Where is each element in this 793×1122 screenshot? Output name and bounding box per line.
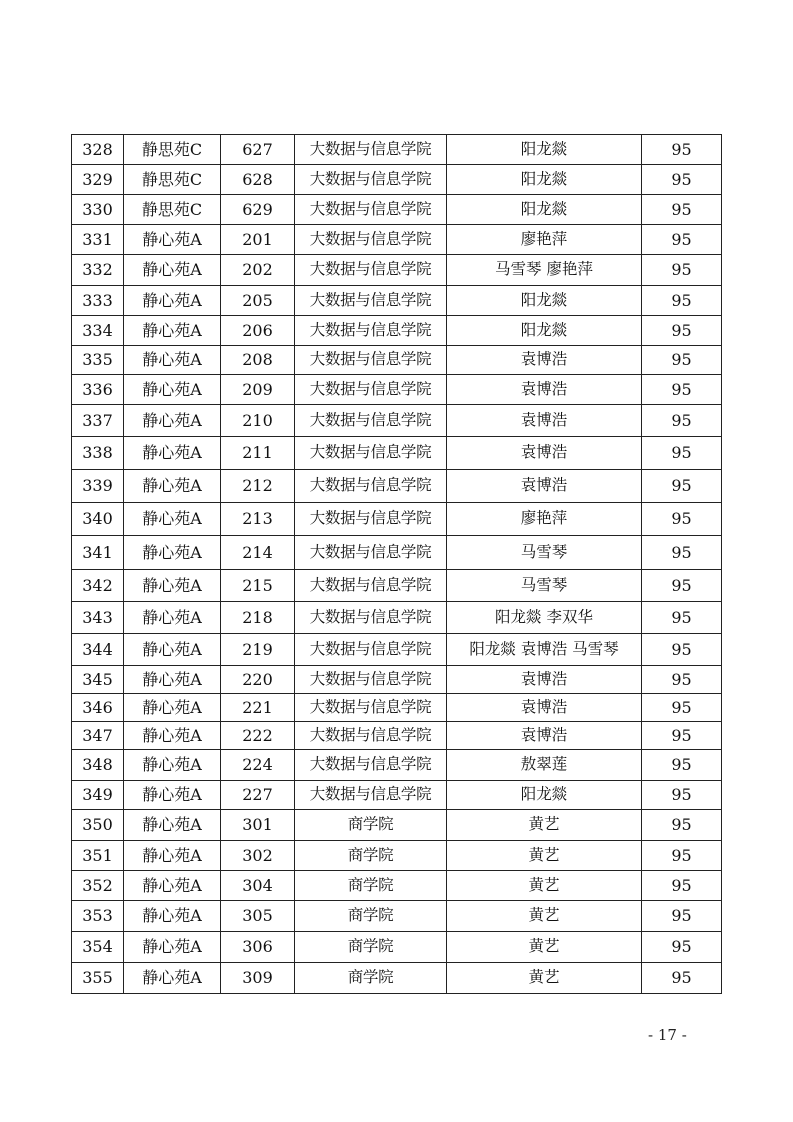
table-row [72,135,722,165]
room-number-cell: 221 [221,694,295,722]
inspector-names-cell: 阳龙燚 [447,316,642,346]
room-number-cell: 211 [221,437,295,470]
inspector-names-cell: 袁博浩 [447,470,642,503]
row-number-cell: 353 [72,901,124,932]
building-cell: 静心苑A [124,470,221,503]
room-number-cell: 201 [221,225,295,255]
table-row [72,694,722,722]
inspector-names-cell: 阳龙燚 [447,286,642,316]
inspector-names-cell: 马雪琴 [447,536,642,570]
score-cell: 95 [642,871,722,901]
room-number-cell: 219 [221,634,295,666]
table-row [72,781,722,810]
table-row [72,536,722,570]
row-number-cell: 335 [72,346,124,375]
score-cell: 95 [642,841,722,871]
building-cell: 静心苑A [124,503,221,536]
inspector-names-cell: 敖翠莲 [447,750,642,781]
college-cell: 大数据与信息学院 [295,536,447,570]
row-number-cell: 349 [72,781,124,810]
inspector-names-cell: 阳龙燚 [447,195,642,225]
room-number-cell: 305 [221,901,295,932]
row-number-cell: 336 [72,375,124,405]
college-cell: 大数据与信息学院 [295,255,447,286]
row-number-cell: 351 [72,841,124,871]
inspector-names-cell: 黄艺 [447,932,642,963]
score-cell: 95 [642,255,722,286]
table-row [72,901,722,932]
college-cell: 商学院 [295,841,447,871]
room-number-cell: 215 [221,570,295,602]
inspector-names-cell: 黄艺 [447,841,642,871]
college-cell: 大数据与信息学院 [295,195,447,225]
row-number-cell: 345 [72,666,124,694]
score-cell: 95 [642,346,722,375]
row-number-cell: 354 [72,932,124,963]
college-cell: 大数据与信息学院 [295,634,447,666]
college-cell: 大数据与信息学院 [295,781,447,810]
table-row [72,810,722,841]
college-cell: 商学院 [295,871,447,901]
row-number-cell: 340 [72,503,124,536]
inspector-names-cell: 阳龙燚 袁博浩 马雪琴 [447,634,642,666]
row-number-cell: 352 [72,871,124,901]
building-cell: 静心苑A [124,901,221,932]
building-cell: 静心苑A [124,841,221,871]
row-number-cell: 341 [72,536,124,570]
table-row [72,375,722,405]
college-cell: 大数据与信息学院 [295,346,447,375]
building-cell: 静心苑A [124,722,221,750]
score-cell: 95 [642,694,722,722]
table-row [72,316,722,346]
table-body [72,135,722,994]
row-number-cell: 334 [72,316,124,346]
college-cell: 大数据与信息学院 [295,437,447,470]
table-row [72,503,722,536]
table-row [72,602,722,634]
score-cell: 95 [642,470,722,503]
room-number-cell: 304 [221,871,295,901]
room-number-cell: 224 [221,750,295,781]
room-number-cell: 205 [221,286,295,316]
inspector-names-cell: 阳龙燚 [447,135,642,165]
score-cell: 95 [642,722,722,750]
college-cell: 大数据与信息学院 [295,225,447,255]
score-cell: 95 [642,602,722,634]
score-cell: 95 [642,316,722,346]
room-number-cell: 208 [221,346,295,375]
inspector-names-cell: 马雪琴 廖艳萍 [447,255,642,286]
row-number-cell: 339 [72,470,124,503]
row-number-cell: 348 [72,750,124,781]
row-number-cell: 350 [72,810,124,841]
college-cell: 商学院 [295,810,447,841]
table-row [72,750,722,781]
building-cell: 静心苑A [124,810,221,841]
score-cell: 95 [642,963,722,994]
inspector-names-cell: 袁博浩 [447,722,642,750]
dormitory-score-table [71,134,722,994]
row-number-cell: 343 [72,602,124,634]
college-cell: 大数据与信息学院 [295,722,447,750]
inspector-names-cell: 袁博浩 [447,694,642,722]
room-number-cell: 306 [221,932,295,963]
room-number-cell: 629 [221,195,295,225]
table-row [72,963,722,994]
building-cell: 静心苑A [124,405,221,437]
inspector-names-cell: 黄艺 [447,963,642,994]
building-cell: 静心苑A [124,286,221,316]
inspector-names-cell: 袁博浩 [447,666,642,694]
room-number-cell: 627 [221,135,295,165]
inspector-names-cell: 袁博浩 [447,405,642,437]
row-number-cell: 344 [72,634,124,666]
table-row [72,225,722,255]
score-cell: 95 [642,901,722,932]
inspector-names-cell: 阳龙燚 [447,781,642,810]
building-cell: 静心苑A [124,694,221,722]
room-number-cell: 227 [221,781,295,810]
room-number-cell: 222 [221,722,295,750]
building-cell: 静心苑A [124,666,221,694]
score-cell: 95 [642,666,722,694]
room-number-cell: 301 [221,810,295,841]
score-cell: 95 [642,405,722,437]
score-cell: 95 [642,570,722,602]
inspector-names-cell: 袁博浩 [447,375,642,405]
college-cell: 大数据与信息学院 [295,602,447,634]
inspector-names-cell: 袁博浩 [447,437,642,470]
college-cell: 商学院 [295,932,447,963]
table-row [72,437,722,470]
row-number-cell: 342 [72,570,124,602]
college-cell: 大数据与信息学院 [295,666,447,694]
table-row [72,666,722,694]
college-cell: 大数据与信息学院 [295,286,447,316]
score-cell: 95 [642,750,722,781]
inspector-names-cell: 袁博浩 [447,346,642,375]
table-row [72,841,722,871]
row-number-cell: 337 [72,405,124,437]
row-number-cell: 333 [72,286,124,316]
row-number-cell: 331 [72,225,124,255]
row-number-cell: 330 [72,195,124,225]
row-number-cell: 328 [72,135,124,165]
college-cell: 商学院 [295,901,447,932]
college-cell: 大数据与信息学院 [295,165,447,195]
row-number-cell: 347 [72,722,124,750]
inspector-names-cell: 黄艺 [447,901,642,932]
building-cell: 静心苑A [124,346,221,375]
building-cell: 静心苑A [124,750,221,781]
table-row [72,722,722,750]
college-cell: 大数据与信息学院 [295,470,447,503]
building-cell: 静心苑A [124,255,221,286]
score-cell: 95 [642,286,722,316]
building-cell: 静心苑A [124,536,221,570]
building-cell: 静心苑A [124,932,221,963]
row-number-cell: 355 [72,963,124,994]
room-number-cell: 218 [221,602,295,634]
row-number-cell: 338 [72,437,124,470]
college-cell: 大数据与信息学院 [295,570,447,602]
score-cell: 95 [642,195,722,225]
table-row [72,871,722,901]
building-cell: 静心苑A [124,316,221,346]
score-cell: 95 [642,932,722,963]
table-row [72,570,722,602]
score-cell: 95 [642,634,722,666]
score-cell: 95 [642,437,722,470]
building-cell: 静思苑C [124,195,221,225]
college-cell: 大数据与信息学院 [295,135,447,165]
room-number-cell: 202 [221,255,295,286]
college-cell: 大数据与信息学院 [295,316,447,346]
inspector-names-cell: 廖艳萍 [447,225,642,255]
room-number-cell: 309 [221,963,295,994]
inspector-names-cell: 阳龙燚 李双华 [447,602,642,634]
room-number-cell: 210 [221,405,295,437]
room-number-cell: 214 [221,536,295,570]
page-number: - 17 - [648,1026,687,1044]
inspector-names-cell: 马雪琴 [447,570,642,602]
building-cell: 静思苑C [124,165,221,195]
building-cell: 静心苑A [124,781,221,810]
inspector-names-cell: 阳龙燚 [447,165,642,195]
room-number-cell: 212 [221,470,295,503]
building-cell: 静心苑A [124,602,221,634]
table-row [72,195,722,225]
table-row [72,286,722,316]
building-cell: 静心苑A [124,634,221,666]
building-cell: 静心苑A [124,437,221,470]
score-cell: 95 [642,536,722,570]
college-cell: 大数据与信息学院 [295,694,447,722]
row-number-cell: 346 [72,694,124,722]
college-cell: 大数据与信息学院 [295,503,447,536]
inspector-names-cell: 廖艳萍 [447,503,642,536]
score-cell: 95 [642,135,722,165]
building-cell: 静心苑A [124,375,221,405]
score-cell: 95 [642,810,722,841]
table-row [72,165,722,195]
table-row [72,932,722,963]
building-cell: 静思苑C [124,135,221,165]
inspector-names-cell: 黄艺 [447,810,642,841]
room-number-cell: 206 [221,316,295,346]
college-cell: 大数据与信息学院 [295,375,447,405]
score-cell: 95 [642,375,722,405]
table-row [72,346,722,375]
college-cell: 大数据与信息学院 [295,750,447,781]
building-cell: 静心苑A [124,963,221,994]
score-cell: 95 [642,165,722,195]
score-cell: 95 [642,781,722,810]
table-row [72,405,722,437]
building-cell: 静心苑A [124,871,221,901]
building-cell: 静心苑A [124,570,221,602]
college-cell: 大数据与信息学院 [295,405,447,437]
building-cell: 静心苑A [124,225,221,255]
room-number-cell: 628 [221,165,295,195]
score-cell: 95 [642,503,722,536]
room-number-cell: 213 [221,503,295,536]
room-number-cell: 209 [221,375,295,405]
table-row [72,470,722,503]
row-number-cell: 332 [72,255,124,286]
inspector-names-cell: 黄艺 [447,871,642,901]
college-cell: 商学院 [295,963,447,994]
room-number-cell: 220 [221,666,295,694]
table-row [72,255,722,286]
score-cell: 95 [642,225,722,255]
room-number-cell: 302 [221,841,295,871]
row-number-cell: 329 [72,165,124,195]
table-row [72,634,722,666]
